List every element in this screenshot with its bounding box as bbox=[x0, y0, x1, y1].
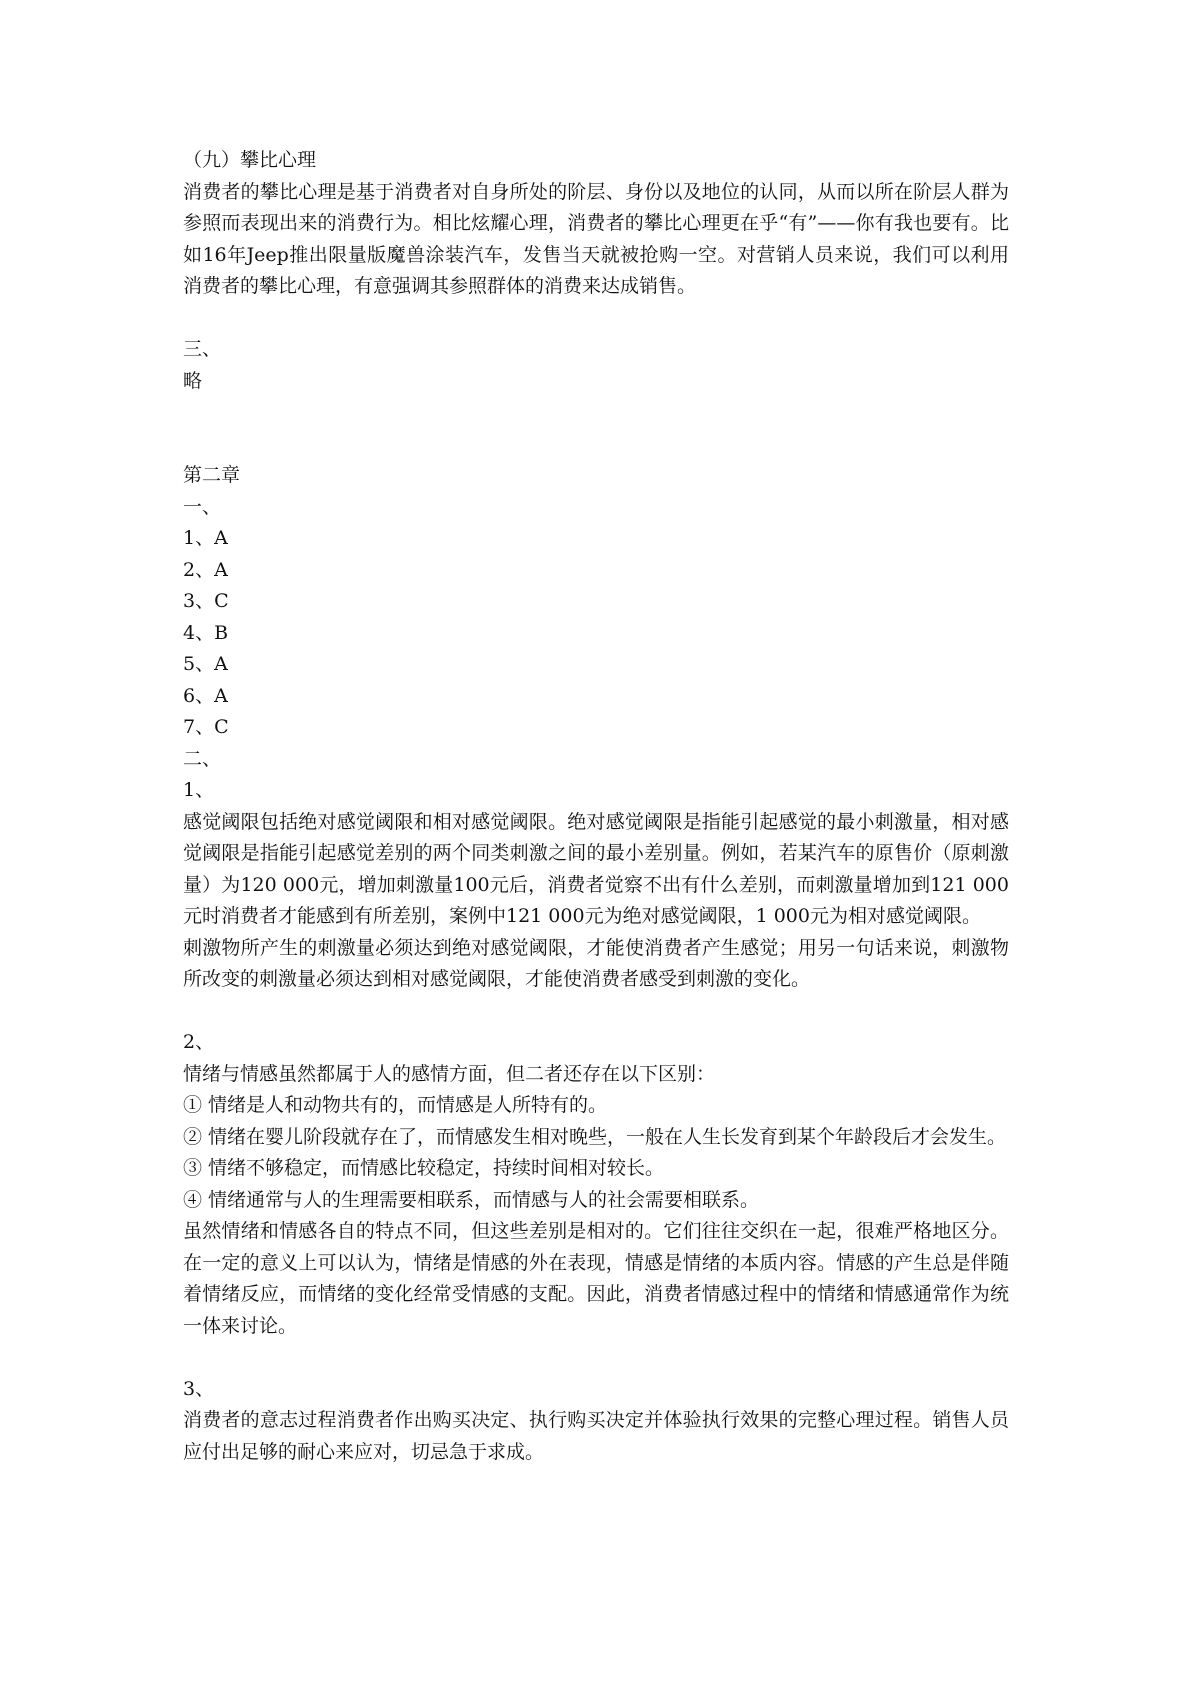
answer-item: 2、A bbox=[183, 558, 228, 581]
spacer bbox=[183, 397, 1009, 460]
chapter-title: 第二章 bbox=[183, 464, 241, 486]
paragraph: 消费者的攀比心理是基于消费者对自身所处的阶层、身份以及地位的认同，从而以所在阶层人群为参照而表现出来的消费行为。相比炫耀心理，消费者的攀比心理更在乎“有”——你有我也要有。比如16年Jeep推出限量版魔兽涂装汽车，发售当天就被抢购一空。对营销人员来说，我们可以利用消费者的攀比心理，有意强调其参照群体的消费来达成销售。 bbox=[183, 180, 1009, 297]
answer-item: 5、A bbox=[183, 653, 228, 675]
part-label: 三、 bbox=[183, 338, 222, 360]
part-label: 一、 bbox=[183, 495, 222, 518]
paragraph: 消费者的意志过程消费者作出购买决定、执行购买决定并体验执行效果的完整心理过程。销售人员应付出足够的耐心来应对，切忌急于求成。 bbox=[183, 1409, 1009, 1463]
list-item: ② 情绪在婴儿阶段就存在了，而情感发生相对晚些，一般在人生长发育到某个年龄段后才会发生。 bbox=[183, 1125, 1007, 1148]
question-label: 2、 bbox=[183, 1031, 215, 1053]
paragraph: 情绪与情感虽然都属于人的感情方面，但二者还存在以下区别： bbox=[183, 1062, 716, 1085]
answer-item: 6、A bbox=[183, 684, 228, 707]
list-item: ④ 情绪通常与人的生理需要相联系，而情感与人的社会需要相联系。 bbox=[183, 1188, 760, 1211]
answer-item: 1、A bbox=[183, 527, 228, 549]
spacer bbox=[183, 1342, 1009, 1374]
list-item: ① 情绪是人和动物共有的，而情感是人所特有的。 bbox=[183, 1094, 608, 1116]
answer-text: 略 bbox=[183, 369, 203, 392]
document-page bbox=[183, 145, 1009, 1468]
answer-item: 7、C bbox=[183, 716, 229, 738]
spacer bbox=[183, 303, 1009, 335]
section-heading: （九）攀比心理 bbox=[183, 149, 317, 171]
answer-item: 4、B bbox=[183, 621, 229, 644]
paragraph: 刺激物所产生的刺激量必须达到绝对感觉阈限，才能使消费者产生感觉；用另一句话来说，刺激物所改变的刺激量必须达到相对感觉阈限，才能使消费者感受到刺激的变化。 bbox=[183, 936, 1009, 990]
list-item: ③ 情绪不够稳定，而情感比较稳定，持续时间相对较长。 bbox=[183, 1157, 665, 1179]
part-label: 二、 bbox=[183, 747, 222, 770]
answer-item: 3、C bbox=[183, 590, 229, 612]
spacer bbox=[183, 996, 1009, 1028]
paragraph: 感觉阈限包括绝对感觉阈限和相对感觉阈限。绝对感觉阈限是指能引起感觉的最小刺激量，相对感觉阈限是指能引起感觉差别的两个同类刺激之间的最小差别量。例如，若某汽车的原售价（原刺激量）为120 000元，增加刺激量100元后，消费者觉察不出有什么差别，而刺激量增加到121 000元时消费者才能感到有所差别，案例中121 000元为绝对感觉阈限，1 000元为相对感觉阈限。 bbox=[183, 810, 1009, 927]
question-label: 3、 bbox=[183, 1377, 215, 1400]
paragraph: 虽然情绪和情感各自的特点不同，但这些差别是相对的。它们往往交织在一起，很难严格地区分。在一定的意义上可以认为，情绪是情感的外在表现，情感是情绪的本质内容。情感的产生总是伴随着情绪反应，而情绪的变化经常受情感的支配。因此，消费者情感过程中的情绪和情感通常作为统一体来讨论。 bbox=[183, 1220, 1009, 1337]
question-label: 1、 bbox=[183, 779, 215, 801]
